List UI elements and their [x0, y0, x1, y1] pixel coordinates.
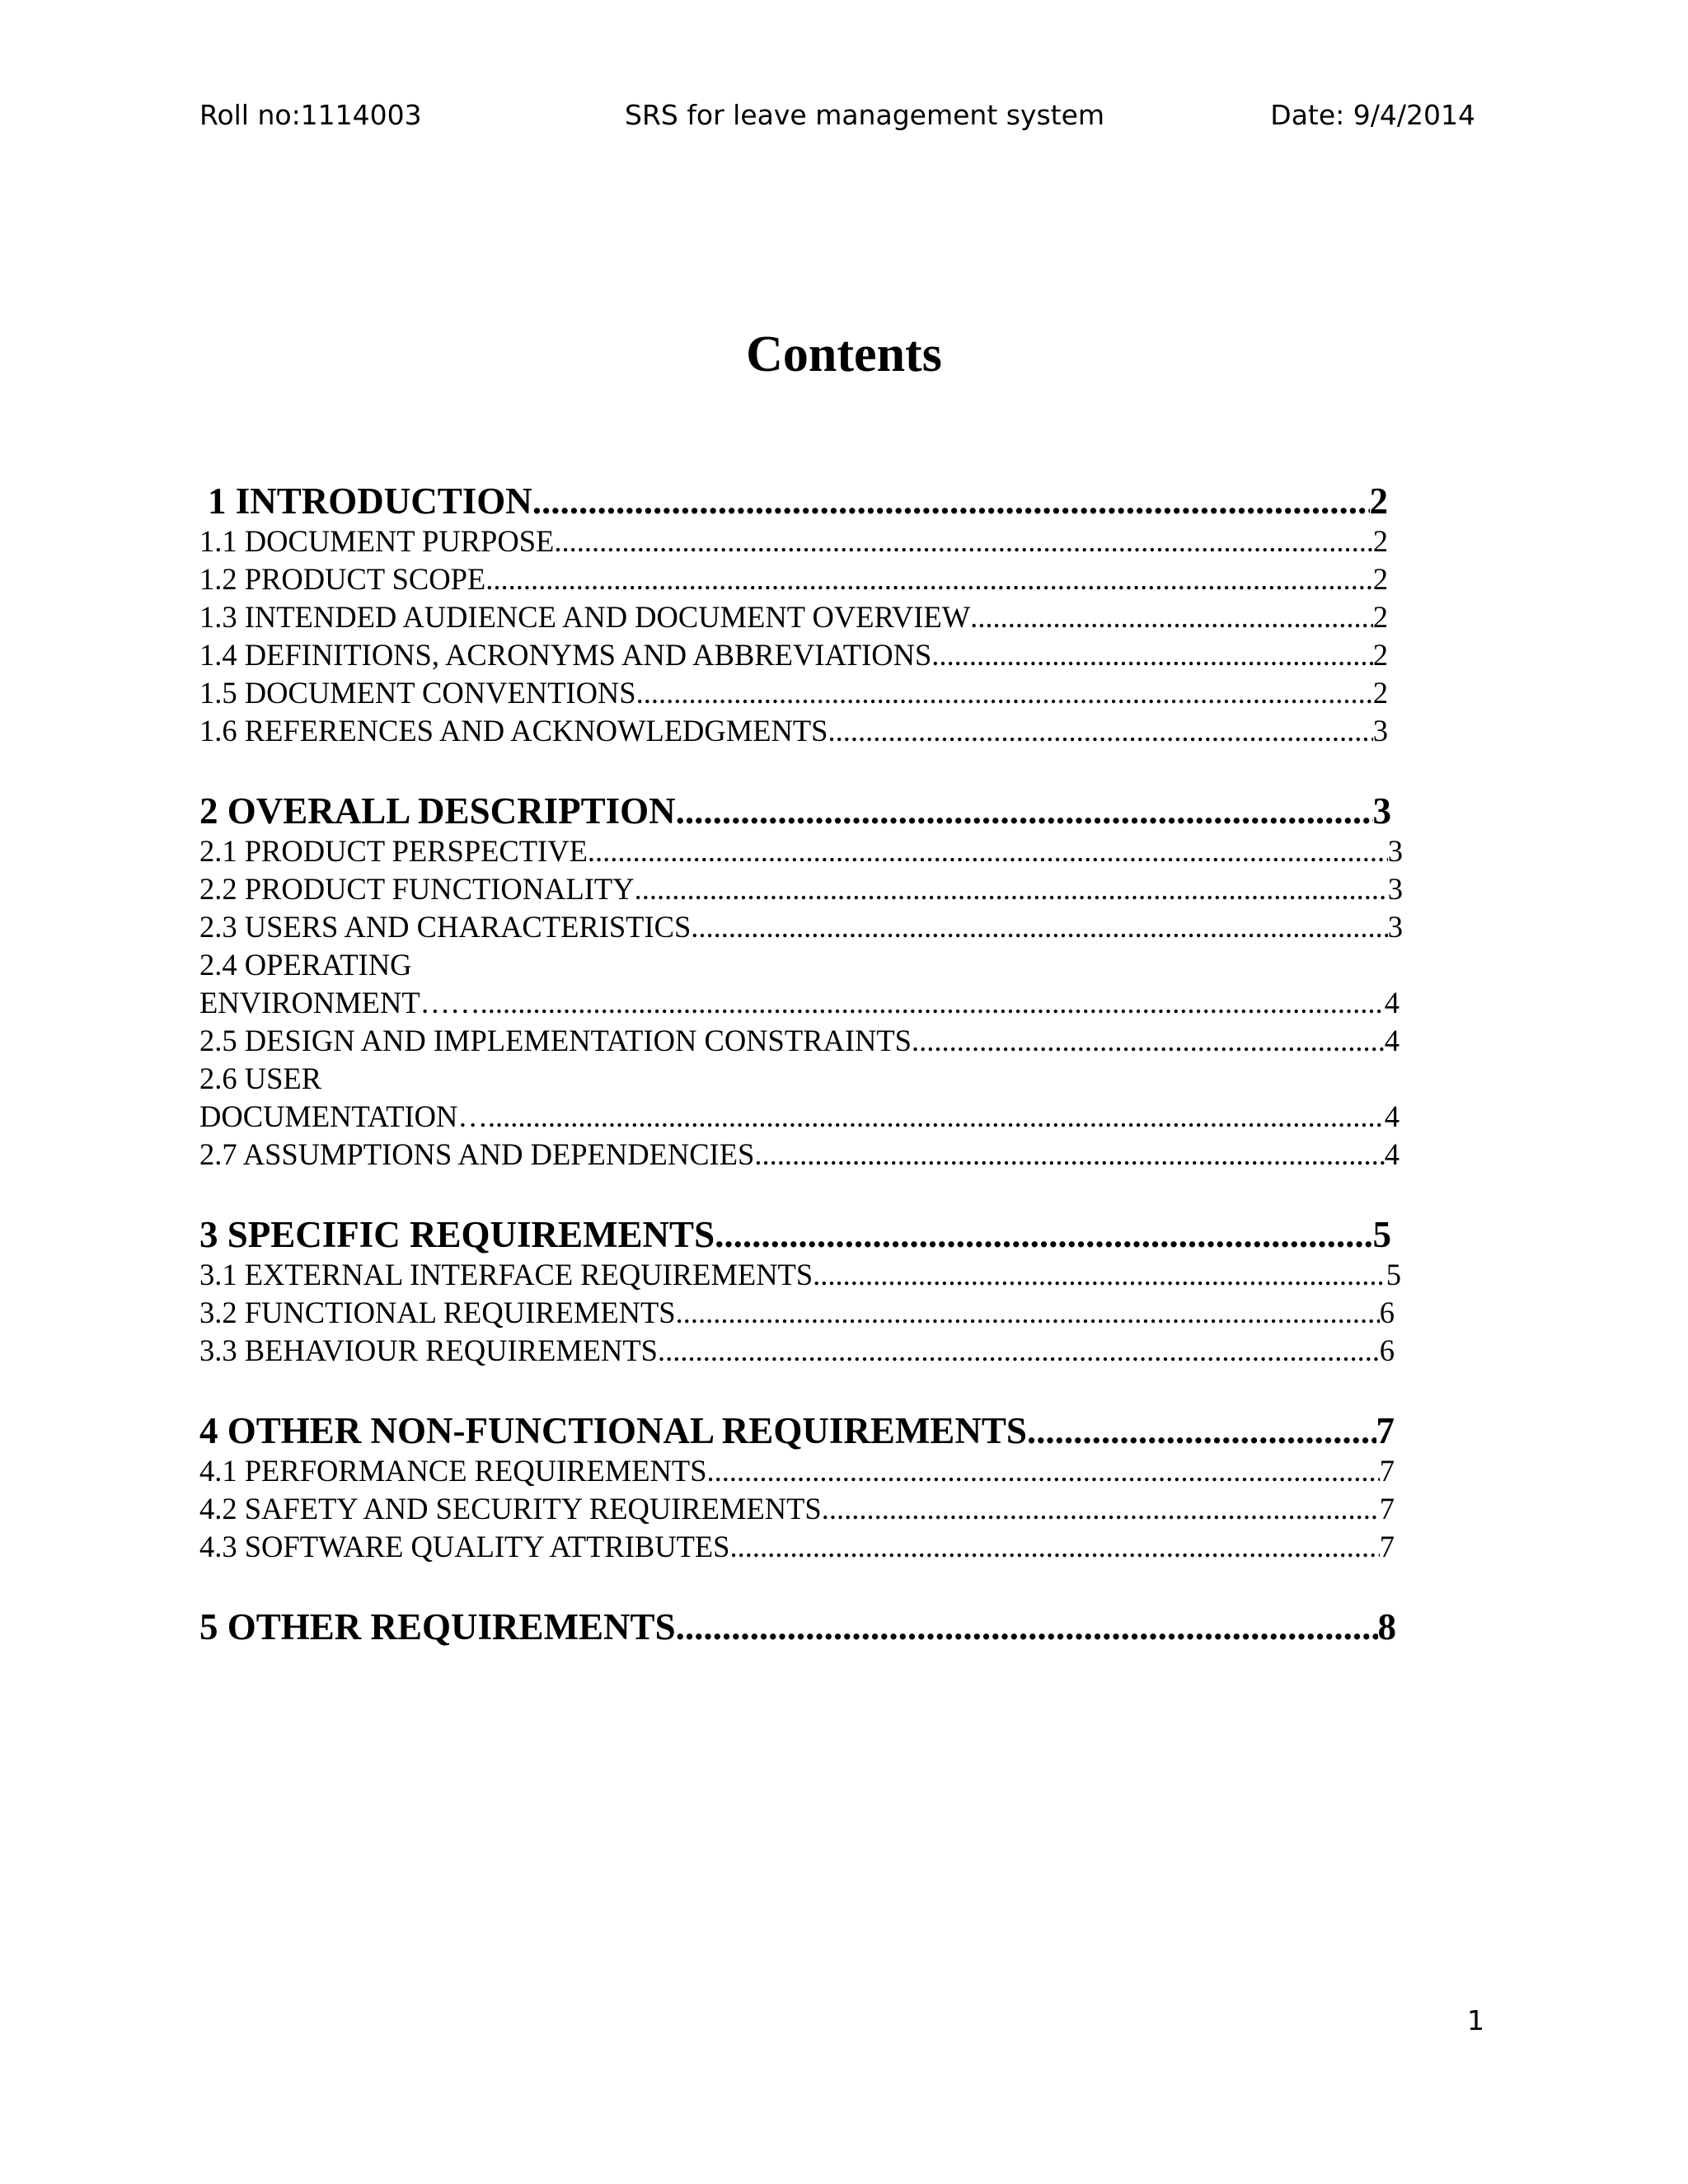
toc-entry-label: 2.7 ASSUMPTIONS AND DEPENDENCIES	[199, 1137, 755, 1171]
toc-entry-label: 2.2 PRODUCT FUNCTIONALITY	[199, 872, 635, 906]
toc-entry-label: 3.1 EXTERNAL INTERFACE REQUIREMENTS	[199, 1258, 814, 1291]
toc-leader-dots	[691, 908, 1387, 946]
toc-entry-2-overall-description[interactable]	[199, 788, 1391, 834]
toc-leader-dots	[636, 674, 1373, 712]
toc-entry-1-1[interactable]	[199, 523, 1388, 560]
toc-entry-4-2[interactable]	[199, 1490, 1395, 1528]
toc-entry-3-1[interactable]	[199, 1256, 1401, 1294]
toc-entry-page: 3	[1387, 910, 1403, 944]
header-date: Date: 9/4/2014	[1270, 99, 1475, 131]
toc-entry-2-2[interactable]	[199, 870, 1403, 908]
toc-leader-dots	[931, 636, 1373, 674]
toc-leader-dots	[588, 832, 1388, 870]
toc-entry-page: 3	[1387, 872, 1403, 906]
toc-entry-page: 2	[1372, 562, 1388, 596]
toc-entry-label: 3.2 FUNCTIONAL REQUIREMENTS	[199, 1296, 676, 1329]
toc-entry-page: 7	[1379, 1530, 1395, 1563]
toc-leader-dots	[1027, 1408, 1376, 1454]
toc-entry-label: DOCUMENTATION…	[199, 1099, 488, 1133]
toc-entry-label: 1.4 DEFINITIONS, ACRONYMS AND ABBREVIATIONS	[199, 638, 932, 672]
toc-entry-page: 8	[1377, 1606, 1396, 1647]
toc-entry-label: 2.3 USERS AND CHARACTERISTICS	[199, 910, 692, 944]
toc-leader-dots	[715, 1212, 1372, 1258]
toc-entry-4-1[interactable]	[199, 1452, 1395, 1490]
toc-entry-1-2[interactable]	[199, 560, 1388, 598]
toc-entry-page: 7	[1376, 1410, 1395, 1451]
toc-entry-label: 2.1 PRODUCT PERSPECTIVE	[199, 834, 588, 868]
toc-entry-2-3[interactable]	[199, 908, 1403, 946]
toc-entry-page: 4	[1384, 1099, 1400, 1133]
toc-leader-dots	[481, 984, 1385, 1022]
toc-entry-page: 2	[1369, 480, 1388, 522]
toc-entry-label: 4 OTHER NON-FUNCTIONAL REQUIREMENTS	[199, 1410, 1027, 1451]
toc-entry-3-2[interactable]	[199, 1294, 1395, 1332]
toc-entry-4-3[interactable]	[199, 1528, 1395, 1566]
toc-leader-dots	[813, 1256, 1386, 1294]
toc-entry-page: 7	[1379, 1492, 1395, 1526]
toc-leader-dots	[822, 1490, 1380, 1528]
toc-entry-page: 5	[1372, 1214, 1391, 1255]
toc-entry-label: 2 OVERALL DESCRIPTION	[199, 790, 676, 832]
toc-leader-dots	[707, 1452, 1380, 1490]
toc-entry-label: 1.1 DOCUMENT PURPOSE	[199, 524, 555, 558]
toc-entry-1-4[interactable]	[199, 636, 1388, 674]
toc-title: Contents	[746, 326, 942, 382]
toc-leader-dots	[532, 478, 1370, 524]
toc-leader-dots	[658, 1332, 1380, 1370]
toc-entry-page: 6	[1379, 1296, 1395, 1329]
toc-entry-page: 3	[1372, 714, 1388, 748]
toc-entry-5-other-requirements[interactable]	[199, 1604, 1396, 1650]
toc-entry-2-6-label-first-line[interactable]: 2.6 USER	[199, 1062, 322, 1095]
toc-entry-page: 7	[1379, 1454, 1395, 1488]
toc-entry-label: 5 OTHER REQUIREMENTS	[199, 1606, 676, 1647]
header-document-title: SRS for leave management system	[625, 99, 1105, 131]
toc-entry-1-introduction[interactable]	[208, 478, 1388, 524]
toc-leader-dots	[485, 560, 1373, 598]
page-number: 1	[1467, 2004, 1484, 2036]
toc-entry-1-5[interactable]	[199, 674, 1388, 712]
toc-entry-3-specific-requirements[interactable]	[199, 1212, 1391, 1258]
toc-entry-label: 4.1 PERFORMANCE REQUIREMENTS	[199, 1454, 707, 1488]
toc-entry-label: 1.2 PRODUCT SCOPE	[199, 562, 486, 596]
toc-entry-page: 5	[1386, 1258, 1401, 1291]
toc-entry-page: 3	[1372, 790, 1391, 832]
toc-entry-page: 3	[1387, 834, 1403, 868]
toc-entry-label: 4.3 SOFTWARE QUALITY ATTRIBUTES	[199, 1530, 730, 1563]
toc-entry-label: ENVIRONMENT……	[199, 986, 481, 1019]
toc-entry-label: 2.5 DESIGN AND IMPLEMENTATION CONSTRAINTS	[199, 1024, 912, 1057]
toc-entry-2-4[interactable]	[199, 984, 1400, 1022]
toc-entry-page: 2	[1372, 600, 1388, 634]
toc-leader-dots	[676, 1604, 1378, 1650]
toc-entry-label: 1.6 REFERENCES AND ACKNOWLEDGMENTS	[199, 714, 828, 748]
toc-entry-page: 4	[1384, 1137, 1400, 1171]
toc-entry-page: 4	[1384, 1024, 1400, 1057]
toc-entry-page: 2	[1372, 524, 1388, 558]
toc-entry-3-3[interactable]	[199, 1332, 1395, 1370]
toc-entry-label: 3.3 BEHAVIOUR REQUIREMENTS	[199, 1333, 658, 1367]
toc-entry-4-other-non-functional-requirements[interactable]	[199, 1408, 1395, 1454]
toc-entry-1-3[interactable]	[199, 598, 1388, 636]
toc-entry-2-4-label-first-line[interactable]: 2.4 OPERATING	[199, 948, 412, 982]
toc-leader-dots	[970, 598, 1373, 636]
toc-entry-2-1[interactable]	[199, 832, 1403, 870]
toc-leader-dots	[912, 1022, 1385, 1060]
toc-leader-dots	[676, 788, 1373, 834]
toc-leader-dots	[729, 1528, 1379, 1566]
toc-entry-label: 1 INTRODUCTION	[208, 480, 532, 522]
toc-entry-2-5[interactable]	[199, 1022, 1400, 1060]
toc-entry-2-6[interactable]	[199, 1098, 1400, 1136]
toc-entry-1-6[interactable]	[199, 712, 1388, 750]
toc-leader-dots	[488, 1098, 1385, 1136]
toc-entry-2-7[interactable]	[199, 1136, 1400, 1174]
toc-leader-dots	[635, 870, 1388, 908]
toc-leader-dots	[754, 1136, 1384, 1174]
toc-entry-page: 6	[1379, 1333, 1395, 1367]
toc-entry-label: 3 SPECIFIC REQUIREMENTS	[199, 1214, 715, 1255]
toc-leader-dots	[676, 1294, 1380, 1332]
toc-entry-page: 2	[1372, 676, 1388, 710]
toc-entry-label: 1.3 INTENDED AUDIENCE AND DOCUMENT OVERVIEW	[199, 600, 971, 634]
toc-entry-page: 2	[1372, 638, 1388, 672]
toc-leader-dots	[828, 712, 1372, 750]
toc-leader-dots	[554, 523, 1372, 560]
toc-entry-label: 1.5 DOCUMENT CONVENTIONS	[199, 676, 636, 710]
header-roll-number: Roll no:1114003	[199, 99, 422, 131]
toc-entry-page: 4	[1384, 986, 1400, 1019]
toc-entry-label: 4.2 SAFETY AND SECURITY REQUIREMENTS	[199, 1492, 822, 1526]
